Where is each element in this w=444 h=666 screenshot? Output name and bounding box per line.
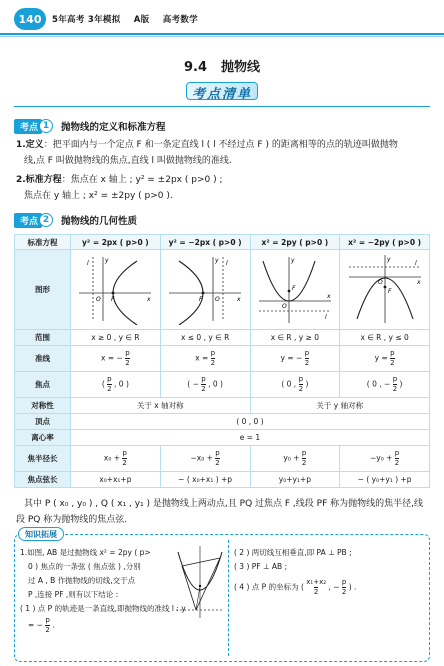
table-cell: −y₀ + $\frac{p}{2}$: [340, 446, 430, 472]
table-cell: x² = −2py ( p>0 ): [340, 235, 430, 250]
section-title: 抛物线的定义和标准方程: [61, 122, 166, 133]
table-row: [15, 430, 430, 446]
banner-rule: [14, 106, 430, 107]
graph-cell: [340, 250, 430, 330]
row-header: 离心率: [15, 430, 71, 446]
table-cell: x₀ + $\frac{p}{2}$: [71, 446, 161, 472]
parabola-up-graph: [255, 253, 335, 325]
note-paragraph: 其中 P ( x₀ , y₀ ) , Q ( x₁ , y₁ ) 是抛物线上两动点,且 PQ 过焦点 F ,线段 PF 称为抛物线的焦半径,线 段 PQ 称为抛物线的焦点弦.: [16, 499, 423, 525]
table-row: [15, 446, 430, 472]
table-row: [15, 414, 430, 430]
graph-cell: [250, 250, 340, 330]
extension-divider: [228, 540, 229, 656]
extension-tag: 知识拓展: [18, 527, 64, 541]
table-cell: ( 0 , − $\frac{p}{2}$ ): [340, 372, 430, 398]
row-header: 焦半径长: [15, 446, 71, 472]
chapter-title: [0, 56, 444, 75]
section-number: 1: [39, 119, 53, 133]
table-cell: 关于 y 轴对称: [250, 398, 430, 414]
svg-text:F: F: [387, 287, 392, 295]
svg-text:l: l: [414, 259, 417, 267]
section-tag: 考点: [14, 119, 42, 134]
table-cell: x ≤ 0 , y ∈ R: [160, 330, 250, 346]
svg-text:y: y: [386, 255, 391, 263]
svg-text:y: y: [105, 256, 109, 264]
table-row: [15, 330, 430, 346]
definition-paragraph: 1.定义：把平面内与一个定点 F 和一条定直线 l ( l 不经过点 F ) 的距离相等的点的轨迹叫做抛物 线,点 F 叫做抛物线的焦点,直线 l 叫做抛物线的准线.: [16, 140, 398, 166]
properties-table: [14, 234, 430, 488]
book-title: 5年高考 3年模拟: [52, 15, 121, 25]
parabola-right-graph: [75, 253, 155, 325]
svg-text:O: O: [377, 278, 383, 286]
svg-text:O: O: [215, 295, 220, 303]
table-cell: x₀+x₁+p: [71, 472, 161, 488]
table-cell: − ( y₀+y₁ ) +p: [340, 472, 430, 488]
table-cell: x² = 2py ( p>0 ): [250, 235, 340, 250]
table-cell: x = − $\frac{p}{2}$: [71, 346, 161, 372]
table-cell: y = $\frac{p}{2}$: [340, 346, 430, 372]
table-row: [15, 346, 430, 372]
extension-right-text: ( 2 ) 两切线互相垂直,即 PA ⊥ PB ; ( 3 ) PF ⊥ AB ; ( 4 ) 点 P 的坐标为 ( $\frac{\text{x₁+x₂}}{2}$ , − $\frac{p}{2}$ ) .: [234, 548, 357, 596]
extension-left-text: 1.如图, AB 是过抛物线 x² = 2py ( p> 0 ) 焦点的一条弦 ( 焦点弦 ) ,分别 过 A , B 作抛物线的切线,交于点 P ,连接 PF ,则有以下结论 : ( 1 ) 点 P 的轨迹是一条直线,即抛物线的准线 l : y = − $\frac{p}{2}$ .: [20, 548, 186, 634]
standard-equation-paragraph: 2.标准方程：焦点在 x 轴上 ; y² = ±2px ( p>0 ) ; 焦点在 y 轴上 ; x² = ±2py ( p>0 ).: [16, 175, 223, 201]
section-tag: 考点: [14, 213, 42, 228]
banner-text: 考点清单: [191, 87, 253, 102]
page-header: [0, 0, 444, 36]
table-cell: y² = 2px ( p>0 ): [71, 235, 161, 250]
graph-cell: [71, 250, 161, 330]
row-header: 图形: [15, 250, 71, 330]
section-banner: [186, 80, 258, 104]
row-header: 焦点: [15, 372, 71, 398]
graph-cell: [160, 250, 250, 330]
table-row: [15, 235, 430, 250]
chapter-name: 抛物线: [221, 60, 261, 75]
row-header: 焦点弦长: [15, 472, 71, 488]
row-header: 对称性: [15, 398, 71, 414]
table-cell: ( $\frac{p}{2}$ , 0 ): [71, 372, 161, 398]
row-header: 准线: [15, 346, 71, 372]
svg-text:x: x: [147, 295, 151, 303]
section-number: 2: [39, 213, 53, 227]
chapter-number: 9.4: [183, 60, 207, 75]
table-cell: ( 0 , $\frac{p}{2}$ ): [250, 372, 340, 398]
parabola-down-graph: [345, 253, 425, 325]
table-row: [15, 250, 430, 330]
section-2-heading: [14, 212, 137, 228]
svg-text:x: x: [326, 292, 331, 300]
table-row: [15, 372, 430, 398]
header-rule-thin: [0, 36, 444, 37]
svg-text:l: l: [87, 259, 90, 267]
svg-text:F: F: [111, 295, 115, 303]
table-cell: − ( x₀+x₁ ) +p: [160, 472, 250, 488]
header-rule: [0, 33, 444, 35]
svg-text:F: F: [291, 284, 296, 292]
table-cell: 关于 x 轴对称: [71, 398, 251, 414]
row-header: 顶点: [15, 414, 71, 430]
parabola-left-graph: [165, 253, 245, 325]
svg-text:O: O: [281, 302, 287, 310]
table-cell: ( 0 , 0 ): [71, 414, 430, 430]
svg-text:F: F: [199, 295, 203, 303]
table-cell: y = − $\frac{p}{2}$: [250, 346, 340, 372]
section-title: 抛物线的几何性质: [61, 216, 138, 227]
row-header: 范围: [15, 330, 71, 346]
table-cell: e = 1: [71, 430, 430, 446]
focal-chord-figure: [174, 544, 226, 622]
book-subject: 高考数学: [162, 15, 198, 25]
table-cell: y² = −2px ( p>0 ): [160, 235, 250, 250]
row-header: 标准方程: [15, 235, 71, 250]
table-cell: y₀ + $\frac{p}{2}$: [250, 446, 340, 472]
header-text: [52, 13, 208, 25]
section-1-heading: [14, 118, 166, 134]
svg-text:y: y: [215, 256, 219, 264]
table-cell: ( − $\frac{p}{2}$ , 0 ): [160, 372, 250, 398]
table-cell: −x₀ + $\frac{p}{2}$: [160, 446, 250, 472]
svg-text:x: x: [237, 295, 241, 303]
table-row: [15, 472, 430, 488]
table-cell: y₀+y₁+p: [250, 472, 340, 488]
table-cell: x ∈ R , y ≤ 0: [340, 330, 430, 346]
svg-text:l: l: [226, 259, 228, 267]
svg-text:y: y: [290, 256, 295, 264]
table-row: [15, 398, 430, 414]
svg-text:x: x: [416, 278, 421, 286]
svg-text:l: l: [324, 313, 327, 321]
book-edition: A版: [133, 15, 150, 25]
svg-text:O: O: [96, 295, 102, 303]
table-cell: x = $\frac{p}{2}$: [160, 346, 250, 372]
table-cell: x ∈ R , y ≥ 0: [250, 330, 340, 346]
table-cell: x ≥ 0 , y ∈ R: [71, 330, 161, 346]
page-number-badge: 140: [14, 8, 46, 30]
